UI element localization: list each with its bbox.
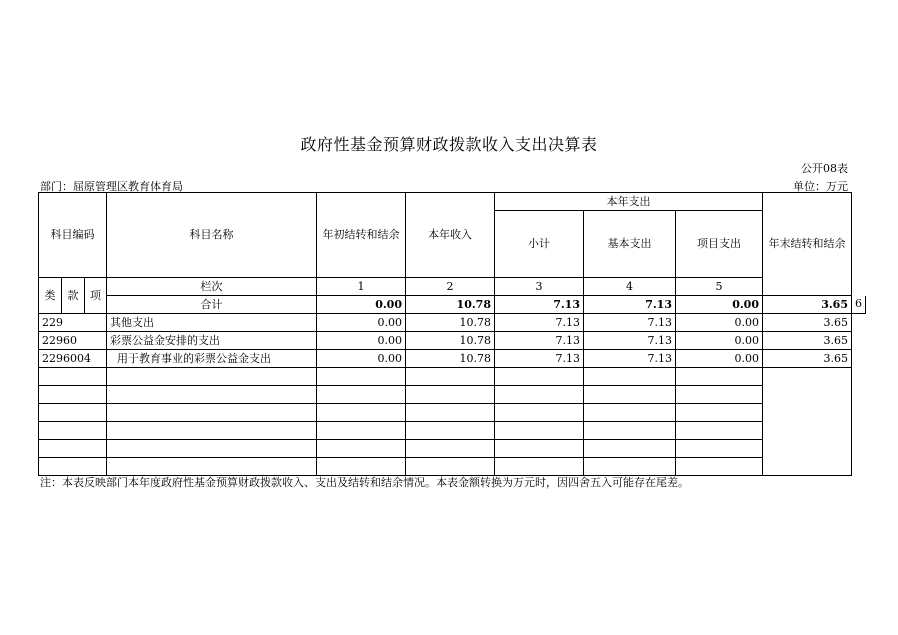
header-subtotal: 小计 [495,211,584,278]
header-begin-balance: 年初结转和结余 [317,193,406,278]
empty-row [39,458,866,476]
row-value: 0.00 [676,314,763,332]
footnote: 注：本表反映部门本年度政府性基金预算财政拨款收入、支出及结转和结余情况。本表金额转换为万元时，因四舍五入可能存在尾差。 [40,476,689,489]
row-value: 7.13 [495,350,584,368]
unit-label: 单位：万元 [793,180,848,193]
row-value: 0.00 [317,314,406,332]
col-num-5: 5 [676,278,763,296]
table-row [39,314,866,332]
empty-row [39,422,866,440]
row-value: 0.00 [676,332,763,350]
total-label: 合计 [107,296,317,314]
header-name: 科目名称 [107,193,317,278]
col-num-6: 6 [852,296,866,314]
empty-end-balance-cell [763,368,852,476]
header-income: 本年收入 [406,193,495,278]
header-end-balance: 年末结转和结余 [763,193,852,296]
col-num-2: 2 [406,278,495,296]
row-value: 3.65 [763,332,852,350]
total-value: 0.00 [676,296,763,314]
col-num-1: 1 [317,278,406,296]
row-value: 7.13 [495,314,584,332]
total-value: 10.78 [406,296,495,314]
row-value: 7.13 [584,350,676,368]
total-value: 3.65 [763,296,852,314]
budget-table [38,192,866,476]
row-name: 彩票公益金安排的支出 [107,332,317,350]
empty-row [39,404,866,422]
header-code: 科目编码 [39,193,107,278]
row-value: 7.13 [584,332,676,350]
row-code: 2296004 [39,350,107,368]
page-title: 政府性基金预算财政拨款收入支出决算表 [300,135,598,154]
row-value: 10.78 [406,350,495,368]
row-value: 0.00 [317,332,406,350]
header-lei: 类 [39,278,62,314]
row-value: 10.78 [406,332,495,350]
total-value: 7.13 [495,296,584,314]
row-value: 10.78 [406,314,495,332]
row-value: 7.13 [495,332,584,350]
col-num-3: 3 [495,278,584,296]
table-row [39,332,866,350]
header-kuan: 款 [62,278,85,314]
total-row [39,296,866,314]
empty-row [39,386,866,404]
row-value: 0.00 [317,350,406,368]
row-value: 3.65 [763,350,852,368]
total-value: 7.13 [584,296,676,314]
header-expenditure: 本年支出 [495,193,763,211]
col-num-4: 4 [584,278,676,296]
empty-row [39,368,866,386]
column-label: 栏次 [107,278,317,296]
form-number: 公开08表 [801,162,848,175]
row-value: 7.13 [584,314,676,332]
table-row [39,350,866,368]
row-name: 其他支出 [107,314,317,332]
header-basic: 基本支出 [584,211,676,278]
row-name: 用于教育事业的彩票公益金支出 [107,350,317,368]
header-xiang: 项 [85,278,107,314]
row-code: 22960 [39,332,107,350]
total-value: 0.00 [317,296,406,314]
department-label: 部门：屈原管理区教育体育局 [40,180,183,193]
empty-row [39,440,866,458]
row-value: 3.65 [763,314,852,332]
header-project: 项目支出 [676,211,763,278]
row-value: 0.00 [676,350,763,368]
row-code: 229 [39,314,107,332]
